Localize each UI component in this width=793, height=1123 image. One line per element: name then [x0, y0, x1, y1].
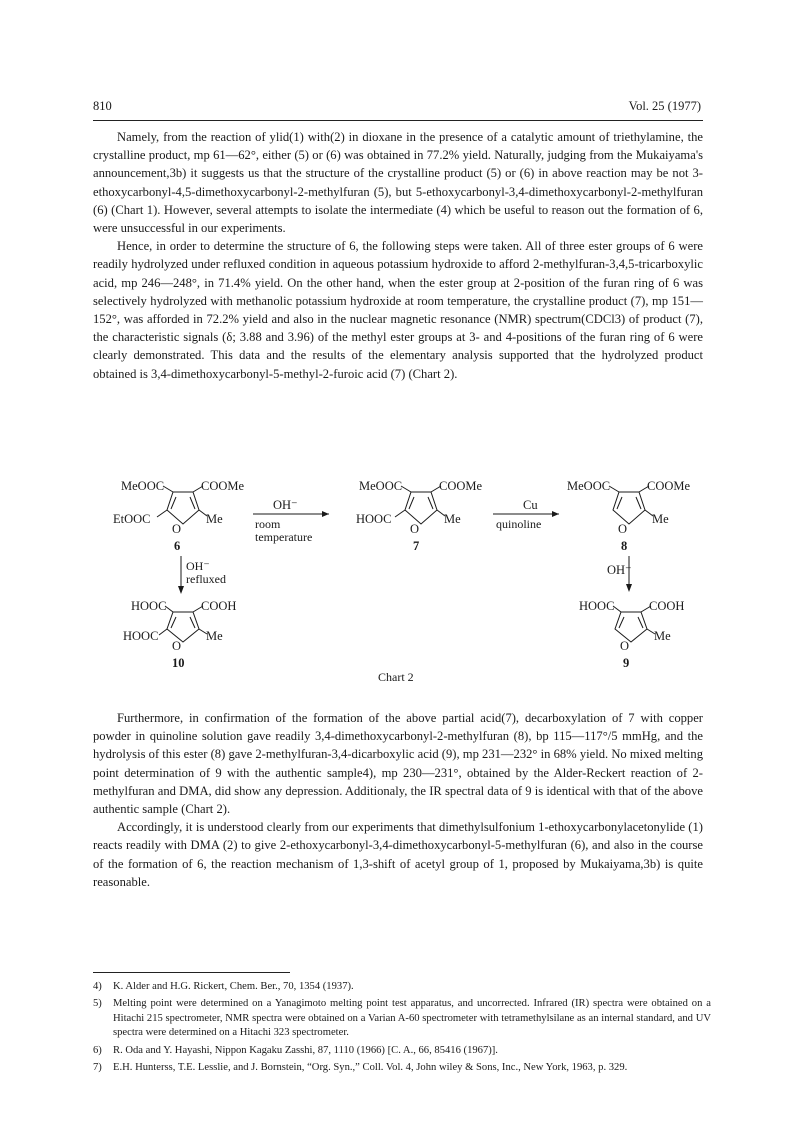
c6-furan-ring — [167, 492, 199, 524]
c8-substituent-tl: MeOOC — [567, 479, 611, 493]
arrow3-reagent: OH⁻ — [186, 559, 210, 573]
c7-substituent-tl: MeOOC — [359, 479, 403, 493]
footnote-number: 6) — [93, 1044, 102, 1056]
arrow3-head — [178, 586, 184, 594]
c10-bond-bl — [159, 629, 167, 635]
c6-substituent-tl: MeOOC — [121, 479, 165, 493]
arrow1-reagent: OH⁻ — [273, 498, 298, 512]
c7-bond-tl — [401, 486, 411, 492]
arrow-1 — [253, 498, 329, 544]
footnote-text: R. Oda and Y. Hayashi, Nippon Kagaku Zasshi, 87, 1110 (1966) [C. A., 66, 85416 (1967)]. — [113, 1044, 498, 1056]
c6-bond-tl — [163, 486, 173, 492]
c6-number: 6 — [174, 539, 181, 553]
c7-substituent-tr: COOMe — [439, 479, 483, 493]
c6-methyl: Me — [206, 512, 223, 526]
c8-furan-ring — [613, 492, 645, 524]
c10-substituent-tr: COOH — [201, 599, 237, 613]
c7-number: 7 — [413, 539, 420, 553]
c8-bond-tl — [609, 486, 619, 492]
c9-substituent-tr: COOH — [649, 599, 685, 613]
c10-ring-oxygen: O — [172, 639, 182, 653]
c10-number: 10 — [172, 656, 185, 670]
footnote-4 — [93, 980, 711, 994]
arrow-2 — [493, 498, 559, 531]
body-text-upper — [93, 128, 703, 383]
c9-number: 9 — [623, 656, 630, 670]
compound-10 — [123, 599, 236, 670]
footnote-number: 4) — [93, 981, 102, 992]
header-rule — [93, 120, 703, 121]
footnote-number: 7) — [93, 1062, 102, 1074]
c7-furan-ring — [405, 492, 437, 524]
compound-7 — [356, 479, 483, 553]
page-number: 810 — [93, 99, 112, 113]
paragraph-2: Hence, in order to determine the structure of 6, the following steps were taken. All of three ester groups of 6 were readily hydrolyzed under refluxed condition in aqueous potassium hydroxide to afford 2-methylfuran-3,4,5-tricarboxylic acid, mp 246—248°, in 71.4% yield. On the other hand, when the ester group at 2-position of the furan ring of 6 was selectively hydrolyzed with methanolic potassium hydroxide at room temperature, the crystalline product (7), mp 151—152°, was afforded in 72.2% yield and also in the nuclear magnetic resonance (NMR) spectrum(CDCl3) of product (7), the characteristic signals (δ; 3.88 and 3.96) of the methyl ester groups at 3- and 4-positions of the furan ring of 6 were clearly demonstrated. This data and the results of the elementary analysis supported that the hydrolyzed product obtained is 3,4-dimethoxycarbonyl-5-methyl-2-furoic acid (7) (Chart 2). — [93, 239, 703, 381]
c6-bond-bl — [157, 510, 167, 517]
footnotes — [93, 980, 711, 1078]
footnote-text: E.H. Hunterss, T.E. Lesslie, and J. Bornstein, “Org. Syn.,” Coll. Vol. 4, John wiley & Sons, Inc., New York, 1963, p. 329. — [113, 1062, 628, 1074]
paragraph-4: Accordingly, it is understood clearly from our experiments that dimethylsulfonium 1-ethoxycarbonylacetonylide (1) reacts readily with DMA (2) to give 2-ethoxycarbonyl-3,4-dimethoxycarbonyl-5-methylfuran (6), and also in the course of the formation of 6, the reaction mechanism of 1,3-shift of acetyl group of 1, proposed by Mukaiyama,3b) is quite reasonable. — [93, 820, 703, 889]
compound-9 — [579, 599, 684, 670]
arrow1-condition-2: temperature — [255, 530, 313, 544]
chart-2-scheme — [93, 472, 713, 692]
footnote-7 — [93, 1061, 711, 1075]
c6-substituent-bl: EtOOC — [113, 512, 151, 526]
footnote-text: K. Alder and H.G. Rickert, Chem. Ber., 70, 1354 (1937). — [113, 981, 354, 992]
c7-bond-bl — [395, 510, 405, 517]
c8-ring-oxygen: O — [618, 522, 628, 536]
arrow1-condition-1: room — [255, 517, 281, 531]
c10-methyl: Me — [206, 629, 223, 643]
c10-furan-ring — [167, 612, 199, 642]
arrow-3 — [178, 556, 226, 594]
arrow4-head — [626, 584, 632, 592]
c8-methyl: Me — [652, 512, 669, 526]
arrow2-condition: quinoline — [496, 517, 542, 531]
compound-6 — [113, 479, 245, 553]
arrow4-reagent: OH⁻ — [607, 563, 632, 577]
footnote-rule — [93, 972, 290, 973]
page-header — [93, 99, 701, 117]
c7-ring-oxygen: O — [410, 522, 420, 536]
c9-substituent-tl: HOOC — [579, 599, 615, 613]
arrow3-condition: refluxed — [186, 572, 226, 586]
c9-methyl: Me — [654, 629, 671, 643]
journal-reference: Vol. 25 (1977) — [628, 99, 701, 113]
paragraph-3: Furthermore, in confirmation of the formation of the above partial acid(7), decarboxylation of 7 with copper powder in quinoline solution gave readily 3,4-dimethoxycarbonyl-2-methylfuran (8), bp 115—117°/5 mmHg, and the hydrolysis of this ester (8) gave 2-methylfuran-3,4-dicarboxylic acid (9), mp 231—232° in 68% yield. No mixed melting point determination of 9 with the authentic sample4), mp 230—231°, obtained by the Alder-Reckert reaction of 2-methylfuran and DMA, did show any depression. Additionaly, the IR spectral data of 9 is identical with that of the above authentic sample (Chart 2). — [93, 711, 703, 817]
c10-substituent-bl: HOOC — [123, 629, 159, 643]
c7-methyl: Me — [444, 512, 461, 526]
footnote-5 — [93, 997, 711, 1040]
c6-substituent-tr: COOMe — [201, 479, 245, 493]
c8-number: 8 — [621, 539, 628, 553]
arrow-4 — [607, 556, 632, 592]
c9-furan-ring — [615, 612, 647, 642]
footnote-text: Melting point were determined on a Yanagimoto melting point test apparatus, and uncorrected. Infrared (IR) spectra were obtained on a Hitachi 215 spectrometer, NMR spectra were obtained on a Varian A-60 spectrometer with tetramethylsilane as an internal standard, and UV spectra were determined on a Hitachi 323 spectrometer. — [113, 998, 711, 1039]
arrow2-reagent: Cu — [523, 498, 538, 512]
arrow2-head — [552, 511, 559, 517]
c9-ring-oxygen: O — [620, 639, 630, 653]
footnote-number: 5) — [93, 998, 102, 1010]
arrow1-head — [322, 511, 329, 517]
c6-ring-oxygen: O — [172, 522, 182, 536]
paragraph-1: Namely, from the reaction of ylid(1) with(2) in dioxane in the presence of a catalytic amount of triethylamine, the crystalline product, mp 61—62°, either (5) or (6) was obtained in 77.2% yield. Naturally, judging from the Mukaiyama's announcement,3b) it suggests us that the structure of the crystalline product (5) or (6) in above reaction may be not 3-ethoxycarbonyl-4,5-dimethoxycarbonyl-2-methylfuran (5), but 5-ethoxycarbonyl-3,4-dimethoxycarbonyl-2-methylfuran (6) (Chart 1). However, several attempts to isolate the intermediate (4) which be useful to reason out the formation of 6, were unsuccessful in our experiments. — [93, 130, 703, 236]
c10-substituent-tl: HOOC — [131, 599, 167, 613]
compound-8 — [567, 479, 691, 553]
c7-substituent-bl: HOOC — [356, 512, 392, 526]
chart-2-caption: Chart 2 — [378, 670, 414, 684]
footnote-6 — [93, 1044, 711, 1058]
c8-substituent-tr: COOMe — [647, 479, 691, 493]
body-text-lower — [93, 709, 703, 891]
